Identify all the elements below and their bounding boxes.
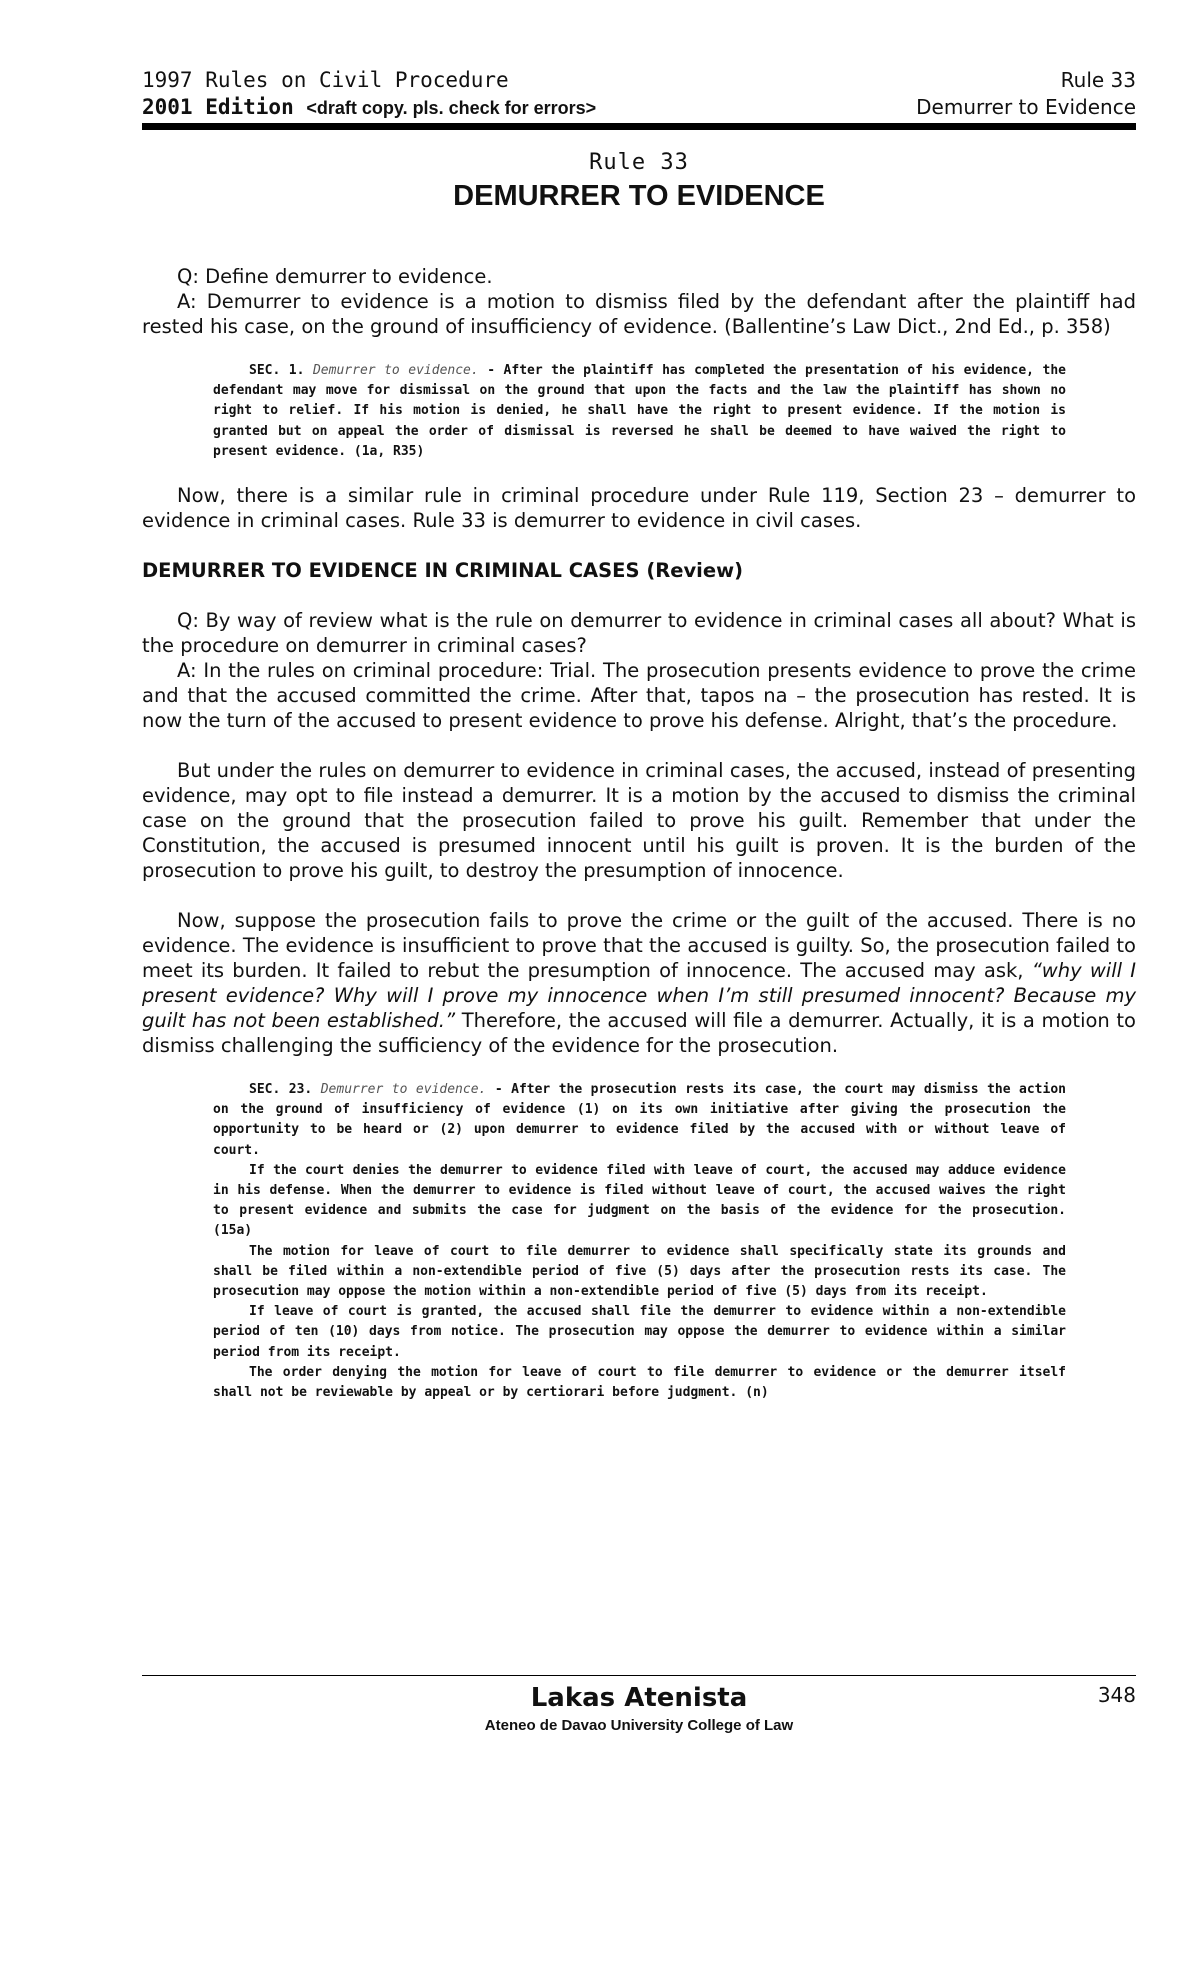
page-header	[142, 68, 1136, 128]
review-question: Q: By way of review what is the rule on demurrer to evidence in criminal cases all about? What is the procedure on demurrer in criminal cases?	[142, 609, 1136, 658]
section-23-paragraph-5: The order denying the motion for leave of court to file demurrer to evidence or the demurrer itself shall not be reviewable by appeal or by certiorari before judgment. (n)	[213, 1364, 1066, 1401]
paragraph-suppose-quote: “why will I present evidence? Why will I prove my innocence when I’m still presumed innocent? Because my guilt has not been established.”	[142, 959, 1136, 1033]
document-body	[142, 264, 1136, 1403]
page-number: 348	[1097, 1683, 1136, 1707]
section-1-title: Demurrer to evidence.	[312, 363, 479, 378]
paragraph-suppose-post: Therefore, the accused will file a demurrer. Actually, it is a motion to dismiss challenging the sufficiency of the evidence for the prosecution.	[142, 1009, 1136, 1058]
section-23-title: Demurrer to evidence.	[320, 1082, 487, 1098]
paragraph-suppose-pre: Now, suppose the prosecution fails to prove the crime or the guilt of the accused. There is no evidence. The evidence is insufficient to prove that the accused is guilty. So, the prosecution failed to meet its burden. It failed to rebut the presumption of innocence. The accused may ask,	[142, 909, 1136, 983]
footer-subtitle: Ateneo de Davao University College of Law	[484, 1717, 794, 1734]
section-23-provision	[213, 1080, 1066, 1403]
footer-title: Lakas Atenista	[530, 1683, 748, 1713]
paragraph-demurrer-criminal: But under the rules on demurrer to evidence in criminal cases, the accused, instead of presenting evidence, may opt to file instead a demurrer. It is a motion by the accused to dismiss the criminal case on the ground that the prosecution failed to prove his guilt. Remember that under the Constitution, the accused is presumed innocent until his guilt is proven. It is the burden of the prosecution to prove his guilt, to destroy the presumption of innocence.	[142, 759, 1136, 883]
section-23-label: SEC. 23.	[249, 1082, 313, 1098]
section-23-paragraph-2: If the court denies the demurrer to evidence filed with leave of court, the accused may adduce evidence in his defense. When the demurrer to evidence is filed without leave of court, the accused waives the right to present evidence and submits the case for judgment on the basis of the evidence for the prosecution. (15a)	[213, 1162, 1066, 1239]
section-1-text: - After the plaintiff has completed the presentation of his evidence, the defendant may move for dismissal on the ground that upon the facts and the law the plaintiff has shown no right to relief. If his motion is denied, he shall have the right to present evidence. If the motion is granted but on appeal the order of dismissal is reversed he shall be deemed to have waived the right to present evidence. (1a, R35)	[213, 363, 1066, 459]
paragraph-suppose	[142, 908, 1136, 1058]
intro-question: Q: Define demurrer to evidence.	[177, 265, 493, 288]
header-book-title: 1997 Rules on Civil Procedure	[142, 68, 509, 92]
section-23-paragraph-4: If leave of court is granted, the accused shall file the demurrer to evidence within a non-extendible period of ten (10) days from notice. The prosecution may oppose the demurrer to evidence within a similar period from its receipt.	[213, 1304, 1066, 1360]
header-edition-text: 2001 Edition	[142, 95, 307, 119]
paragraph-similar-rule: Now, there is a similar rule in criminal procedure under Rule 119, Section 23 – demurrer to evidence in criminal cases. Rule 33 is demurrer to evidence in civil cases.	[142, 484, 1136, 533]
section-23-paragraph-3: The motion for leave of court to file demurrer to evidence shall specifically state its grounds and shall be filed within a non-extendible period of five (5) days after the prosecution rests its case. The prosecution may oppose the motion within a non-extendible period of five (5) days from its receipt.	[213, 1243, 1066, 1300]
criminal-cases-subheading: DEMURRER TO EVIDENCE IN CRIMINAL CASES (Review)	[142, 559, 744, 583]
review-answer: A: In the rules on criminal procedure: Trial. The prosecution presents evidence to prove the crime and that the accused committed the crime. After that, tapos na – the prosecution has rested. It is now the turn of the accused to present evidence to prove his defense. Alright, that’s the procedure.	[142, 659, 1136, 733]
section-1-label: SEC. 1.	[249, 363, 305, 378]
rule-heading: DEMURRER TO EVIDENCE	[453, 180, 825, 212]
footer-divider	[142, 1675, 1136, 1676]
header-draft-note: <draft copy. pls. check for errors>	[306, 98, 597, 118]
header-divider	[142, 123, 1136, 130]
header-edition	[142, 95, 596, 119]
rule-number-title: Rule 33	[589, 150, 689, 175]
intro-answer: A: Demurrer to evidence is a motion to dismiss filed by the defendant after the plaintiff had rested his case, on the ground of insufficiency of evidence. (Ballentine’s Law Dict., 2nd Ed., p. 358)	[142, 290, 1136, 338]
section-1-provision	[213, 361, 1066, 462]
header-rule-title: Demurrer to Evidence	[916, 95, 1136, 119]
header-rule-number: Rule 33	[1060, 68, 1136, 92]
section-23-paragraph-1: - After the prosecution rests its case, the court may dismiss the action on the ground of insufficiency of evidence (1) on its own initiative after giving the prosecution the opportunity to be heard or (2) upon demurrer to evidence filed by the accused with or without leave of court.	[213, 1082, 1066, 1158]
